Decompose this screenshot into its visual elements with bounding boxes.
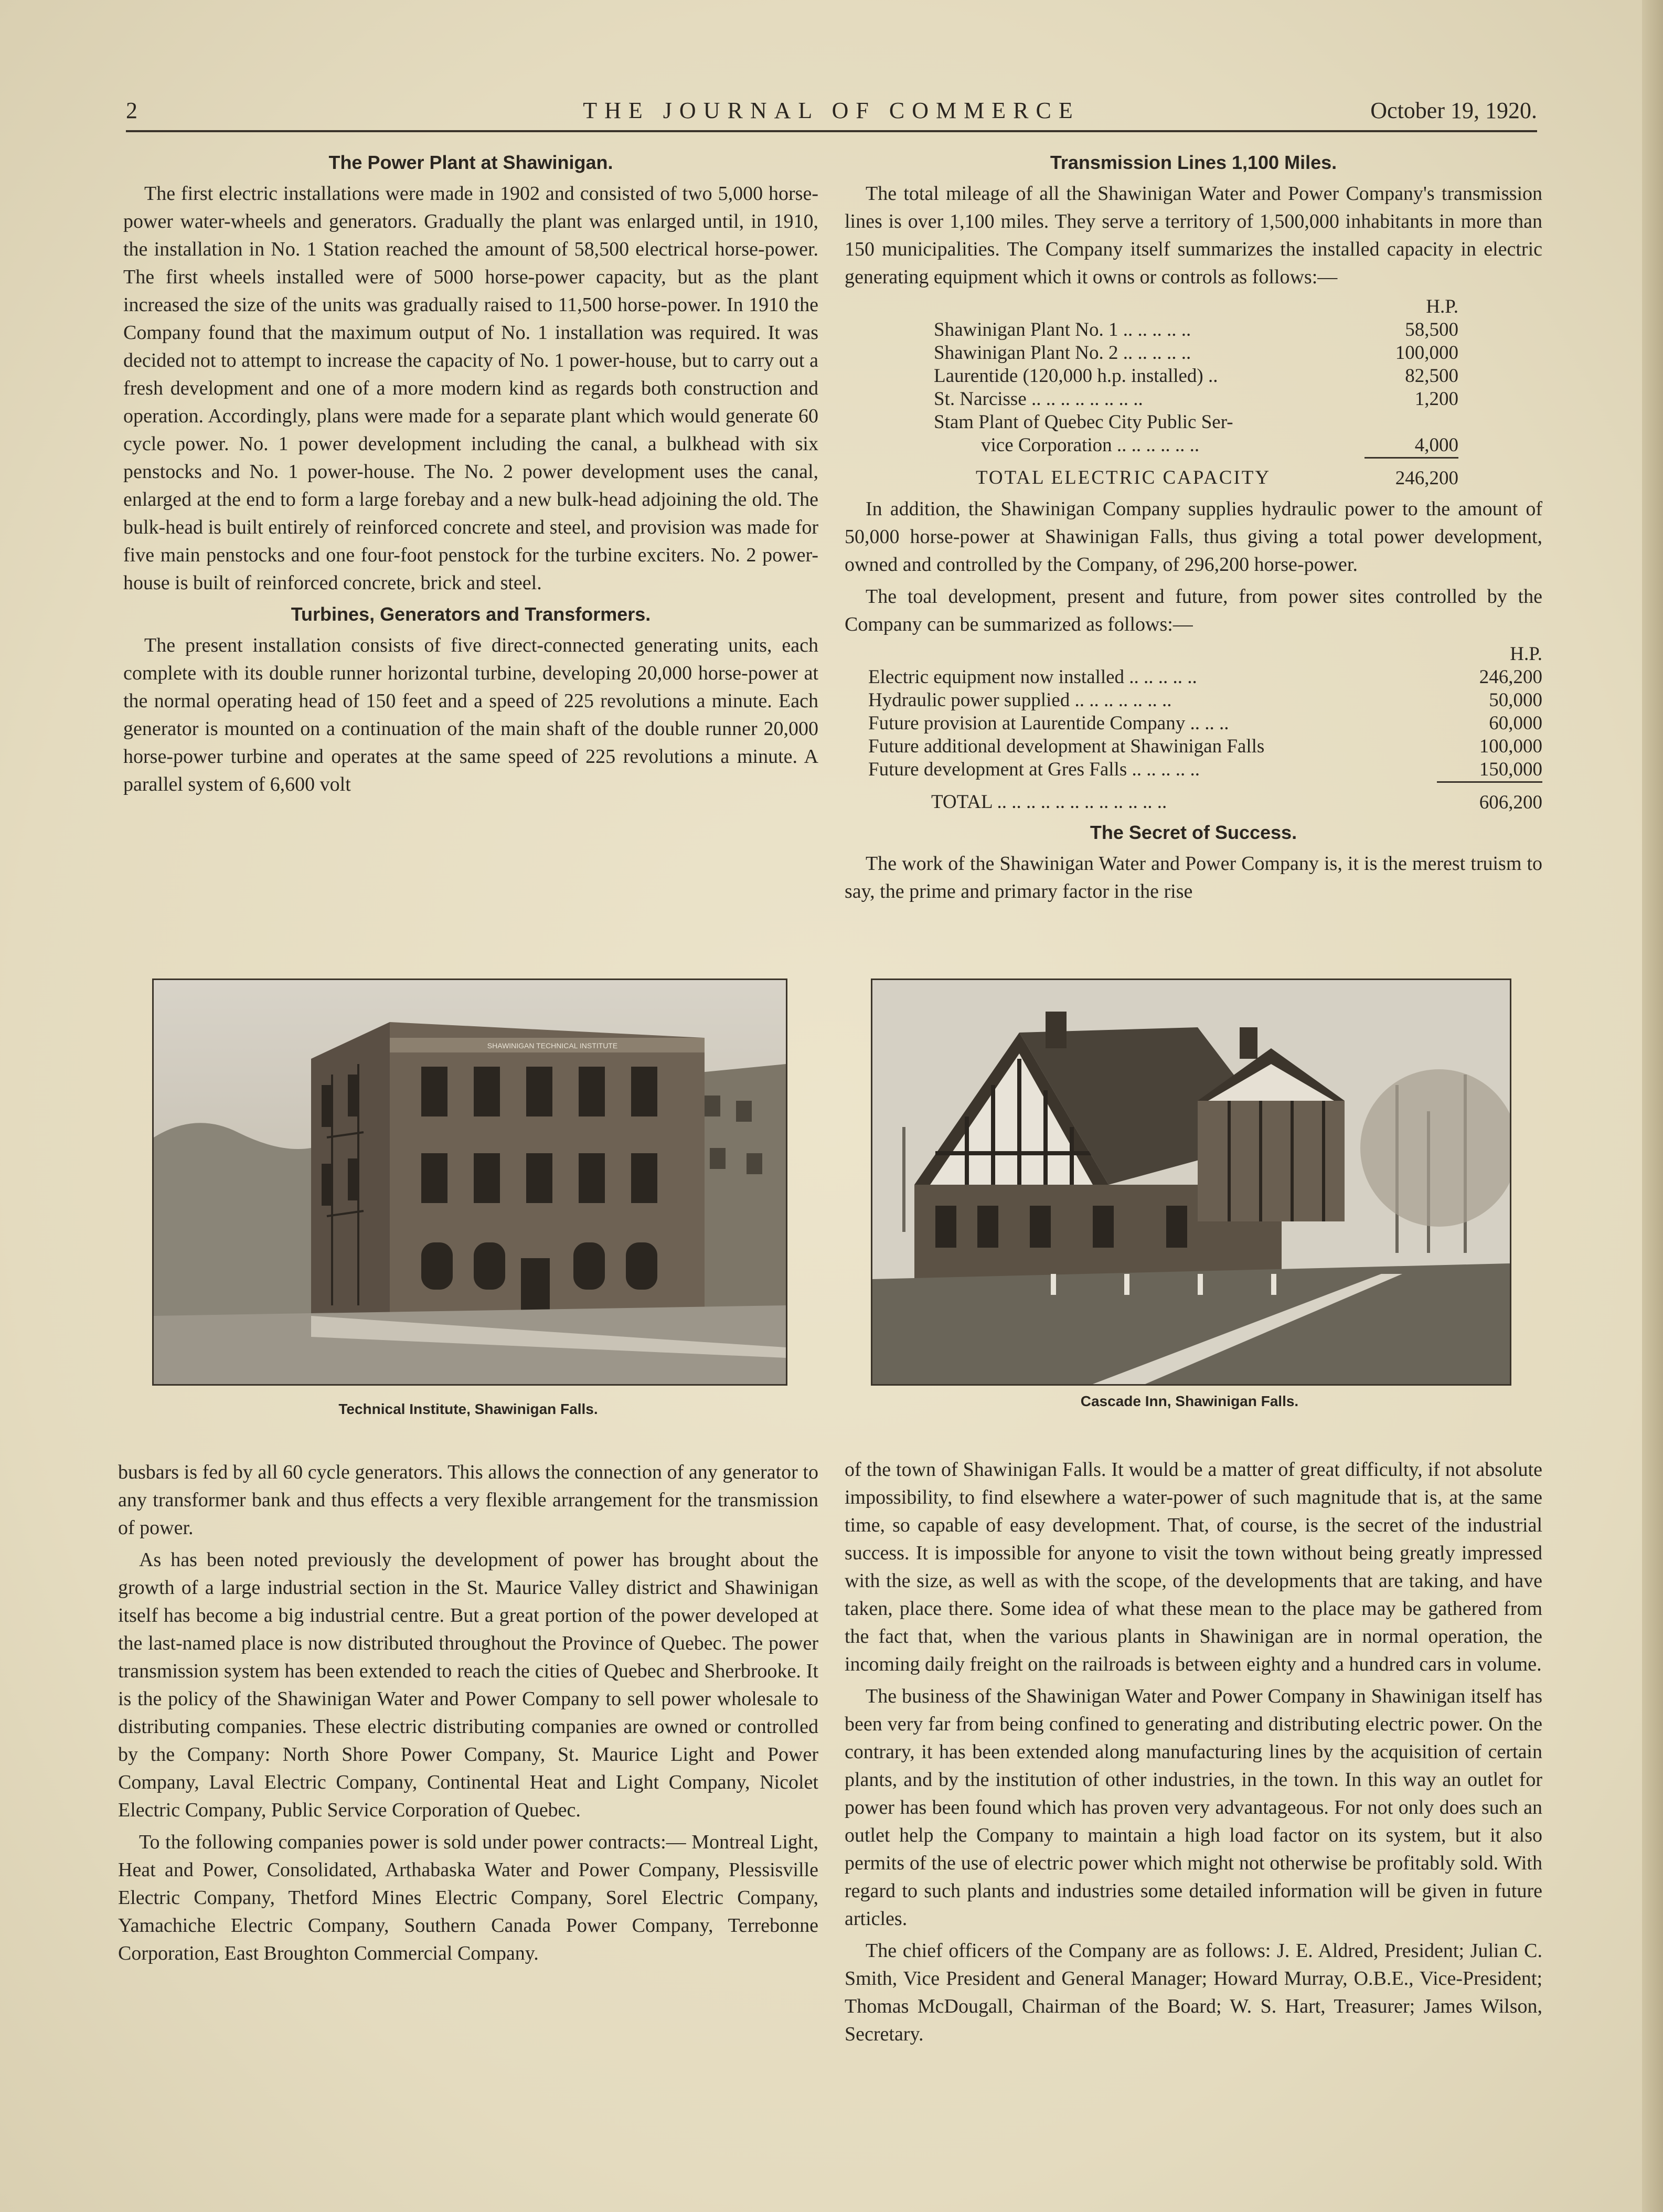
total-value: 246,200 <box>1364 458 1458 491</box>
table-row: Future development at Gres Falls .. .. .. .. .. 150,000 <box>868 759 1542 780</box>
paragraph: The chief officers of the Company are as follows: J. E. Aldred, President; Julian C. Smith, Vice President and General Manager; Howard Murray, O.B.E., Vice-President; Thomas McDougall, Chairman of the Board; W. S. Hart, Treasurer; James Wilson, Secretary. <box>845 1940 1542 2045</box>
paragraph: The present installation consists of five direct-connected generating units, each complete with its double runner horizontal turbine, developing 20,000 horse-power at the normal operating head of 150 feet and a speed of 225 revolutions a minute. Each generator is mounted on a continuation of the main shaft of the double runner 20,000 horse-power turbine and operates at the same speed of 225 revolutions a minute. A parallel system of 6,600 volt <box>123 634 818 795</box>
photo-cascade-inn <box>871 979 1511 1386</box>
journal-title: THE JOURNAL OF COMMERCE <box>583 98 1080 123</box>
unit-label: H.P. <box>1426 296 1458 317</box>
cascade-inn-illustration <box>872 980 1510 1384</box>
paragraph: busbars is fed by all 60 cycle generators. This allows the connection of any generator to any transformer bank and thus effects a very flexible arrangement for the transmission of power. <box>118 1461 818 1539</box>
table-row: St. Narcisse .. .. .. .. .. .. .. .. 1,200 <box>934 388 1458 410</box>
paragraph: In addition, the Shawinigan Company supplies hydraulic power to the amount of 50,000 horse-power at Shawinigan Falls, thus giving a total power development, owned and controlled by the Company, of 296,200 horse-power. <box>845 498 1542 576</box>
table-row: Future provision at Laurentide Company .. .. .. 60,000 <box>868 712 1542 734</box>
heading-secret-of-success: The Secret of Success. <box>1090 822 1297 843</box>
left-column-top <box>123 150 818 803</box>
total-label: TOTAL ELECTRIC CAPACITY <box>976 466 1271 488</box>
page-header <box>126 97 1537 129</box>
heading-transmission-lines: Transmission Lines 1,100 Miles. <box>1050 152 1337 173</box>
total-value: 606,200 <box>1437 782 1542 815</box>
issue-date: October 19, 1920. <box>1370 98 1537 123</box>
table-row: Shawinigan Plant No. 2 .. .. .. .. .. 100,000 <box>934 342 1458 364</box>
paragraph: of the town of Shawinigan Falls. It would be a matter of great difficulty, if not absolute impossibility, to find elsewhere a water-power of such magnitude that is, at the same time, so capable of easy development. That, of course, is the secret of the industrial success. It is impossible for anyone to visit the town without being greatly impressed with the size, as well as with the scope, of the developments that are taking, and have taken, place there. Some idea of what these mean to the place may be gathered from the fact that, when the various plants in Shawinigan are in normal operation, the incoming daily freight on the railroads is between eighty and a hundred cars in volume. <box>845 1459 1542 1675</box>
paragraph: The work of the Shawinigan Water and Power Company is, it is the merest truism to say, the prime and primary factor in the rise <box>845 853 1542 902</box>
table-row: Shawinigan Plant No. 1 .. .. .. .. .. 58,500 <box>934 319 1458 341</box>
page-number: 2 <box>126 98 137 123</box>
table-row: Electric equipment now installed .. .. .. .. .. 246,200 <box>868 666 1542 688</box>
caption-cascade-inn: Cascade Inn, Shawinigan Falls. <box>1080 1393 1299 1409</box>
caption-technical-institute: Technical Institute, Shawinigan Falls. <box>338 1401 598 1417</box>
header-rule <box>126 130 1537 132</box>
page-spine-shadow <box>1642 0 1663 2212</box>
left-column-bottom <box>118 1459 818 1972</box>
paragraph: To the following companies power is sold under power contracts:— Montreal Light, Heat and Power, Consolidated, Arthabaska Water and Power Company, Plessisville Electric Company, Thetford Mines Electric Company, Sorel Electric Company, Yamachiche Electric Company, Southern Canada Power Company, Terrebonne Corporation, East Broughton Commercial Company. <box>118 1831 818 1964</box>
paragraph: The toal development, present and future, from power sites controlled by the Company can be summarized as follows:— <box>845 586 1542 635</box>
capacity-table <box>934 295 1458 490</box>
technical-institute-illustration <box>154 980 786 1384</box>
paragraph: The total mileage of all the Shawinigan Water and Power Company's transmission lines is over 1,100 miles. They serve a territory of 1,500,000 inhabitants in more than 150 municipalities. The Company itself summarizes the installed capacity in electric generating equipment which it owns or controls as follows:— <box>845 183 1542 288</box>
total-label: TOTAL .. .. .. .. .. .. .. .. .. .. .. .. <box>931 791 1167 813</box>
table-row: Laurentide (120,000 h.p. installed) .. 82,500 <box>934 365 1458 387</box>
table-row: vice Corporation .. .. .. .. .. .. 4,000 <box>981 434 1458 456</box>
development-table <box>868 643 1542 814</box>
photo-technical-institute <box>152 979 787 1386</box>
building-sign: SHAWINIGAN TECHNICAL INSTITUTE <box>487 1041 618 1050</box>
paragraph: The first electric installations were made in 1902 and consisted of two 5,000 horse-power water-wheels and generators. Gradually the plant was enlarged until, in 1910, the installation in No. 1 Station reached the amount of 58,500 electrical horse-power. The first wheels installed were of 5000 horse-power capacity, but as the plant increased the size of the units was gradually raised to 11,500 horse-power. In 1910 the Company found that the maximum output of No. 1 installation was required. It was decided not to attempt to increase the capacity of No. 1 power-house, but to carry out a fresh development and one of a more modern kind as regards both construction and operation. Accordingly, plans were made for a separate plant which would generate 60 cycle power. No. 1 power development including the canal, a bulkhead with six penstocks and No. 1 power-house. The No. 2 power development uses the canal, enlarged at the end to form a large forebay and a new bulk-head adjoining the old. The bulk-head is built entirely of reinforced concrete and steel, and provision was made for five main penstocks and one four-foot penstock for the turbine exciters. No. 2 power-house is built of reinforced concrete, brick and steel. <box>123 183 818 594</box>
heading-turbines: Turbines, Generators and Transformers. <box>291 603 651 625</box>
table-row: Hydraulic power supplied .. .. .. .. .. .. .. 50,000 <box>868 689 1542 711</box>
table-row: Future additional development at Shawinigan Falls 100,000 <box>868 736 1542 757</box>
paragraph: The business of the Shawinigan Water and Power Company in Shawinigan itself has been very far from being confined to generating and distributing electric power. On the contrary, it has been extended along manufacturing lines by the acquisition of certain plants, and by the institution of other industries, in the town. In this way an outlet for power has been found which has proven very advantageous. For not only does such an outlet help the Company to maintain a high load factor on its system, but it also permits of the use of electric power which might not otherwise be profitably sold. With regard to such plants and industries some detailed information will be given in future articles. <box>845 1685 1542 1930</box>
heading-power-plant: The Power Plant at Shawinigan. <box>328 152 613 173</box>
table-row: Stam Plant of Quebec City Public Ser- <box>934 411 1233 433</box>
unit-label: H.P. <box>1510 643 1542 665</box>
right-column-top <box>845 150 1542 910</box>
right-column-bottom <box>845 1456 1542 2053</box>
paragraph: As has been noted previously the development of power has brought about the growth of a large industrial section in the St. Maurice Valley district and Shawinigan itself has become a big industrial centre. But a great portion of the power developed at the last-named place is now distributed throughout the Province of Quebec. The power transmission system has been extended to reach the cities of Quebec and Sherbrooke. It is the policy of the Shawinigan Water and Power Company to sell power wholesale to distributing companies. These electric distributing companies are owned or controlled by the Company: North Shore Power Company, St. Maurice Light and Power Company, Laval Electric Company, Continental Heat and Light Company, Nicolet Electric Company, Public Service Corporation of Quebec. <box>118 1549 818 1821</box>
